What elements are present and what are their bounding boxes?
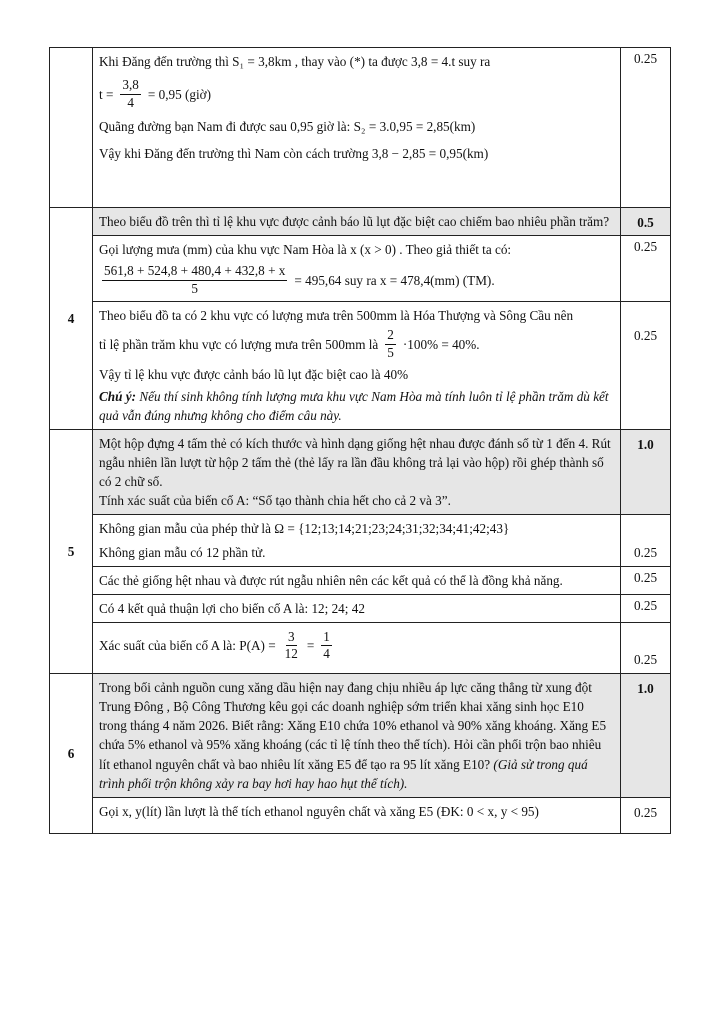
question-number-cell: 5 xyxy=(50,429,93,673)
math-text: = 0,95 (giờ) xyxy=(147,86,212,102)
numerator: 3,8 xyxy=(120,77,140,95)
table-row xyxy=(50,429,671,515)
answer-cell: Các thẻ giống hệt nhau và được rút ngẫu nhiên nên các kết quả có thể là đồng khả năng. xyxy=(93,566,621,594)
answer-line: Không gian mẫu của phép thử là Ω = {12;13;14;21;23;24;31;32;34;41;42;43} xyxy=(99,521,510,537)
answer-cell xyxy=(93,515,621,566)
answer-cell: Có 4 kết quả thuận lợi cho biến cố A là: 12; 24; 42 xyxy=(93,594,621,622)
fraction xyxy=(102,263,287,297)
points-cell: 1.0 xyxy=(621,673,671,797)
table-row xyxy=(50,302,671,430)
points-cell: 0.25 xyxy=(621,566,671,594)
question-cell xyxy=(93,429,621,515)
answer-line: Gọi lượng mưa (mm) của khu vực Nam Hòa là x (x > 0) . Theo giả thiết ta có: xyxy=(99,242,512,258)
answer-table xyxy=(49,47,671,834)
points-cell: 0.25 xyxy=(621,302,671,430)
math-text: = 495,64 suy ra x = 478,4(mm) (TM). xyxy=(294,272,495,288)
math-text: tỉ lệ phần trăm khu vực có lượng mưa trên 500mm là xyxy=(99,336,379,352)
question-text: Một hộp đựng 4 tấm thẻ có kích thước và hình dạng giống hệt nhau được đánh số từ 1 đến 4. Rút ngẫu nhiên lần lượt từ hộp 2 tấm thẻ (thẻ lấy ra lần đầu không trả lại vào hộp) rồi ghép thành số có 2 chữ số. xyxy=(99,435,611,490)
question-number-cell: 4 xyxy=(50,208,93,430)
note-label: Chú ý: xyxy=(99,388,137,404)
answer-line: Quãng đường bạn Nam đi được sau 0,95 giờ là: S₂ = 3.0,95 = 2,85(km) xyxy=(99,119,476,135)
table-row xyxy=(50,515,671,566)
answer-cell xyxy=(93,302,621,430)
question-note: (Giả sử trong quá trình phối trộn không xảy ra bay hơi hay hao hụt thể tích). xyxy=(99,756,588,791)
math-text: Xác suất của biến cố A là: P(A) = xyxy=(99,638,276,654)
table-row xyxy=(50,48,671,208)
points-cell: 0.25 xyxy=(621,236,671,302)
note-text: Nếu thí sinh không tính lượng mưa khu vực Nam Hòa mà tính luôn tỉ lệ phần trăm dù kết quả vẫn đúng nhưng không cho điểm câu này. xyxy=(99,388,609,423)
table-row xyxy=(50,797,671,833)
numerator: 561,8 + 524,8 + 480,4 + 432,8 + x xyxy=(102,263,287,281)
fraction xyxy=(321,629,332,663)
question-number-cell: 6 xyxy=(50,673,93,833)
answer-cell xyxy=(93,48,621,208)
fraction-line xyxy=(99,263,614,297)
math-text: ·100% = 40%. xyxy=(402,336,480,352)
points-cell: 1.0 xyxy=(621,429,671,515)
answer-line: Không gian mẫu có 12 phần tử. xyxy=(99,544,266,560)
points-cell: 0.25 xyxy=(621,515,671,566)
fraction-line xyxy=(99,327,614,361)
table-row xyxy=(50,594,671,622)
note-line xyxy=(99,387,614,425)
table-row xyxy=(50,622,671,673)
fraction-line xyxy=(99,629,614,663)
answer-line: Vậy khi Đăng đến trường thì Nam còn cách trường 3,8 − 2,85 = 0,95(km) xyxy=(99,146,489,162)
numerator: 3 xyxy=(286,629,297,647)
points-cell: 0.25 xyxy=(621,797,671,833)
table-row xyxy=(50,236,671,302)
question-cell xyxy=(93,673,621,797)
answer-line: Khi Đăng đến trường thì S₁ = 3,8km , thay vào (*) ta được 3,8 = 4.t suy ra xyxy=(99,54,491,69)
table-row xyxy=(50,566,671,594)
points-cell: 0.25 xyxy=(621,622,671,673)
question-text: Trong bối cảnh nguồn cung xăng dầu hiện nay đang chịu nhiều áp lực căng thẳng từ xung đột Trung Đông , Bộ Công Thương kêu gọi các doanh nghiệp sớm triển khai xăng sinh học E10 trong tháng 4 năm 2026. Biết rằng: Xăng E10 chứa 10% ethanol và 90% xăng khoáng. Xăng E5 chứa 5% ethanol và 95% xăng khoáng (các tỉ lệ tính theo thể tích). Hỏi cần phối trộn bao nhiêu lít ethanol nguyên chất và bao nhiêu lít xăng E5 để tạo ra 95 lít xăng E10? xyxy=(99,679,607,772)
question-cell: Theo biểu đồ trên thì tỉ lệ khu vực được cảnh báo lũ lụt đặc biệt cao chiếm bao nhiêu phần trăm? xyxy=(93,208,621,236)
question-text: Tính xác suất của biến cố A: “Số tạo thành chia hết cho cả 2 và 3”. xyxy=(99,493,451,509)
answer-line: Vậy tỉ lệ khu vực được cảnh báo lũ lụt đặc biệt cao là 40% xyxy=(99,367,409,383)
table-row xyxy=(50,208,671,236)
denominator: 4 xyxy=(127,94,134,110)
math-text: = xyxy=(306,638,315,654)
table-row xyxy=(50,673,671,797)
fraction xyxy=(120,77,140,111)
numerator: 1 xyxy=(321,629,332,647)
answer-cell xyxy=(93,236,621,302)
points-cell: 0.5 xyxy=(621,208,671,236)
denominator: 12 xyxy=(284,646,298,662)
question-number-cell xyxy=(50,48,93,208)
points-cell: 0.25 xyxy=(621,594,671,622)
fraction xyxy=(283,629,300,663)
answer-cell xyxy=(93,622,621,673)
denominator: 4 xyxy=(323,646,330,662)
answer-cell: Gọi x, y(lít) lần lượt là thể tích ethanol nguyên chất và xăng E5 (ĐK: 0 < x, y < 95) xyxy=(93,797,621,833)
points-cell: 0.25 xyxy=(621,48,671,208)
numerator: 2 xyxy=(385,327,396,345)
fraction-line xyxy=(99,77,614,111)
denominator: 5 xyxy=(191,280,198,296)
answer-line: Theo biểu đồ ta có 2 khu vực có lượng mưa trên 500mm là Hóa Thượng và Sông Cầu nên xyxy=(99,308,574,324)
math-text: t = xyxy=(99,86,114,102)
denominator: 5 xyxy=(387,344,394,360)
fraction xyxy=(385,327,396,361)
